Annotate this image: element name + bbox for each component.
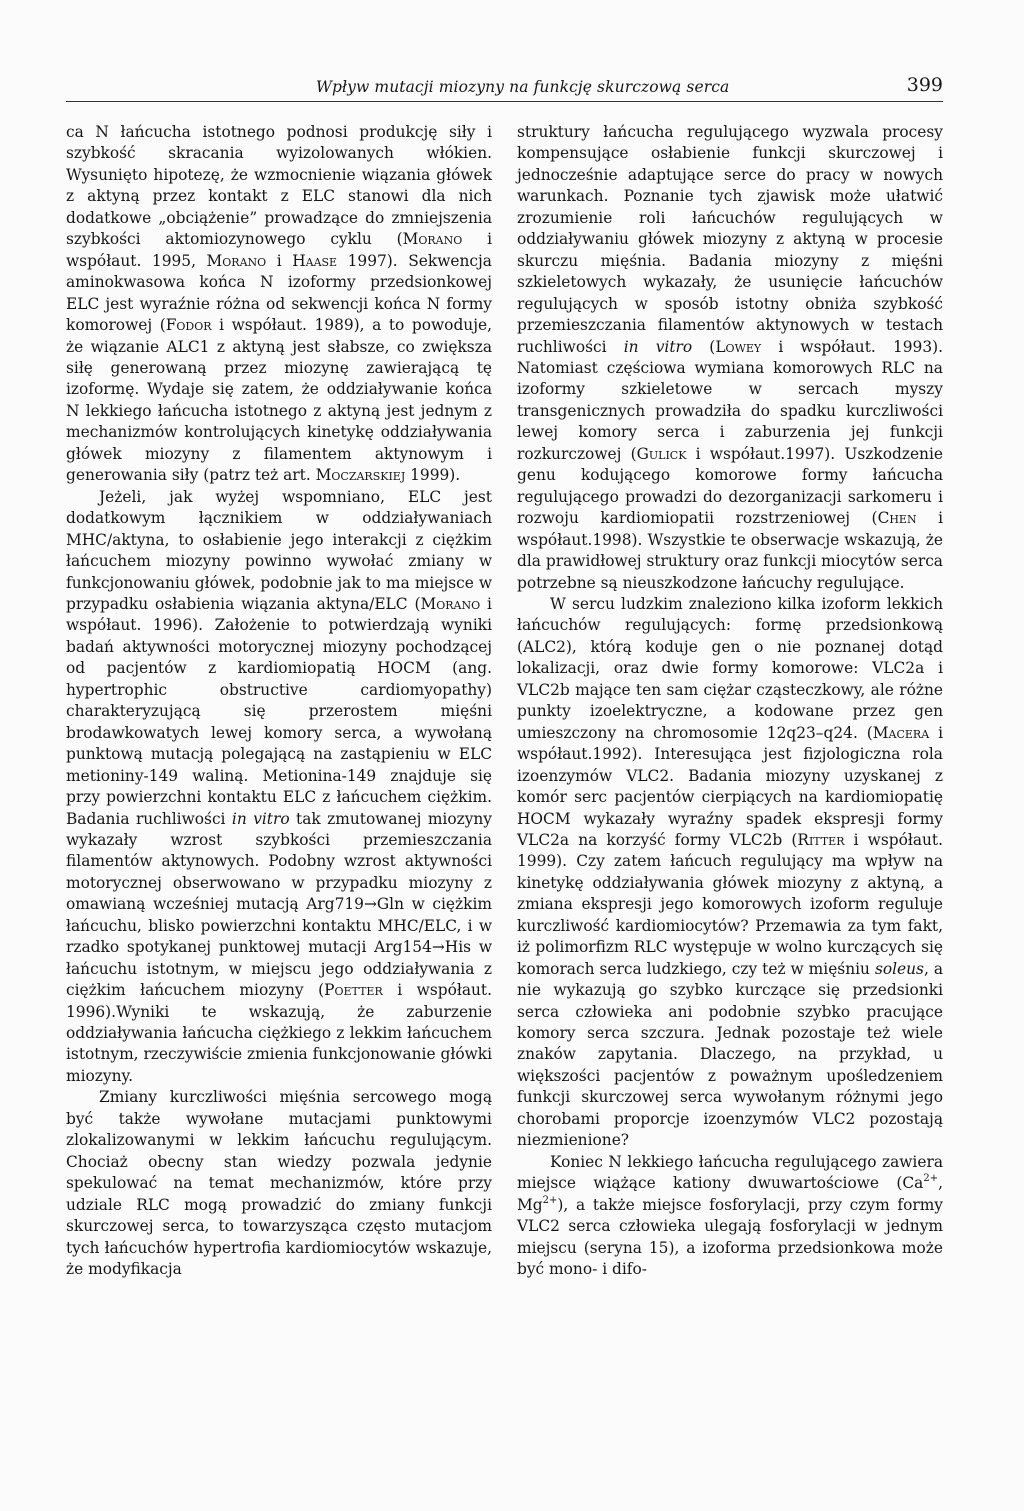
text-run: i współaut. 1993). Natomiast częściowa wymiana komorowych RLC na izoformy szkieletowe w sercach myszy transgenicznych prowadziła do spadku kurczliwości lewej komory serca i zaburzenia jej funkcji rozkurczowej ( (517, 337, 944, 463)
running-header (66, 74, 943, 96)
text-run: 1997). Sekwencja aminokwasowa końca N izoformy przedsionkowej ELC jest wyraźnie różna od sekwencji końca N formy komorowej ( (66, 251, 492, 335)
paragraph (66, 1087, 492, 1280)
paragraph (517, 122, 943, 594)
paragraph (517, 594, 943, 1152)
text-run: i współaut.1998). Wszystkie te obserwacje wskazują, że dla prawidłowej struktury oraz funkcji miocytów serca potrzebne są nieuszkodzone łańcuchy regulujące. (517, 509, 943, 592)
text-run: , a nie wykazują go szybko kurczące się przedsionki serca człowieka ani podobnie szybko pracujące komory serca szczura. Jednak pozostaje też wiele znaków zapytania. Dlaczego, na przykład, u większości pacjentów z poważnym upośledzeniem funkcji skurczowej serca wywołanym różnymi jego chorobami proporcje izoenzymów VLC2 pozostają niezmienione? (517, 959, 943, 1150)
citation-author: Gulick (636, 444, 687, 463)
text-run: i współaut. 1996). Założenie to potwierdzają wyniki badań aktywności motorycznej miozyny pochodzącej od pacjentów z kardiomiopatią HOCM (ang. hypertrophic obstructive cardiomyopathy) charakteryzującą się przerostem mięśni brodawkowatych lewej komory serca, a wywołaną punktową mutacją polegającą na zastąpieniu w ELC metioniny-149 waliną. Metionina-149 znajduje się przy powierzchni kontaktu ELC z łańcuchem ciężkim. Badania ruchliwości (66, 594, 492, 828)
italic-term: in vitro (623, 337, 693, 356)
text-run: i (266, 251, 293, 270)
citation-author: Chen (877, 509, 917, 528)
text-run: ( (692, 337, 716, 356)
text-run: W sercu ludzkim znaleziono kilka izoform lekkich łańcuchów regulujących: formę przedsionkową (ALC2), którą koduje gen o nie poznanej dotąd lokalizacji, oraz dwie formy komorowe: VLC2a i VLC2b mające ten sam ciężar cząsteczkowy, ale różne punkty izoelektryczne, a kodowane przez gen umieszczony na chromosomie 12q23–q24. ( (517, 594, 943, 742)
citation-author: Morano (420, 594, 481, 613)
text-run: ca N łańcucha istotnego podnosi produkcję siły i szybkość skracania wyizolowanych włókien. Wysunięto hipotezę, że wzmocnienie wiązania główek z aktyną przez kontakt z ELC stanowi dla nich dodatkowe „obciążenie” prowadzące do zmniejszenia szybkości aktomiozynowego cyklu ( (66, 123, 492, 249)
citation-author: Lowey (715, 337, 762, 356)
italic-term: soleus (874, 959, 924, 978)
text-run: , Mg (517, 1174, 943, 1214)
right-column (517, 122, 943, 1280)
text-run: i współaut.1997). Uszkodzenie genu kodującego komorowe formy łańcucha regulującego prowadzi do dezorganizacji sarkomeru i rozwoju kardiomiopatii rozstrzeniowej ( (517, 444, 943, 528)
citation-author: Macera (872, 723, 930, 742)
italic-term: in vitro (231, 809, 290, 828)
text-run: i współaut. 1996).Wyniki te wskazują, że zaburzenie oddziaływania łańcucha ciężkiego z lekkim łańcuchem istotnym, rzeczywiście zmienia funkcjonowanie główki miozyny. (66, 981, 493, 1085)
text-run: tak zmutowanej miozyny wykazały wzrost szybkości przemieszczania filamentów aktynowych. Podobny wzrost aktywności motorycznej obserwowano w przypadku miozyny z omawianą wcześniej mutacją Arg719→Gln w ciężkim łańcuchu, blisko powierzchni kontaktu MHC/ELC, i w rzadko spotykanej punktowej mutacji Arg154→His w łańcuchu istotnym, w miejscu jego oddziaływania z ciężkim łańcuchem miozyny ( (66, 809, 493, 1000)
paragraph (517, 1152, 943, 1281)
citation-author: Morano (402, 230, 463, 249)
citation-author: Moczarskiej (315, 466, 406, 485)
text-run: Koniec N lekkiego łańcucha regulującego zawiera miejsce wiążące kationy dwuwartościowe (Ca (517, 1152, 943, 1193)
text-run: Zmiany kurczliwości mięśnia sercowego mogą być także wywołane mutacjami punktowymi zlokalizowanymi w lekkim łańcuchu regulującym. Chociaż obecny stan wiedzy pozwala jedynie spekulować na temat mechanizmów, które przy udziale RLC mogą prowadzić do zmiany funkcji skurczowej serca, to towarzysząca często mutacjom tych łańcuchów hypertrofia kardiomiocytów wskazuje, że modyfikacja (66, 1088, 492, 1279)
paragraph (66, 487, 492, 1088)
paragraph (66, 122, 492, 487)
text-run: i współaut. 1999). Czy zatem łańcuch regulujący ma wpływ na kinetykę oddziaływania główek miozyny z aktyną, a zmiana ekspresji jego komorowych izoform reguluje kurczliwość kardiomiocytów? Przemawia za tym fakt, iż polimorfizm RLC występuje w wolno kurczących się komorach serca ludzkiego, czy też w mięśniu (517, 830, 943, 978)
page-number: 399 (906, 74, 943, 96)
citation-author: Morano (206, 251, 267, 270)
left-column (66, 122, 492, 1280)
text-run: 1999). (405, 466, 461, 485)
citation-author: Ritter (797, 830, 845, 849)
text-run: i współaut. 1995, (66, 230, 492, 270)
text-run: i współaut.1992). Interesująca jest fizjologiczna rola izoenzymów VLC2. Badania miozyny uzyskanej z komór serc pacjentów cierpiących na kardiomiopatię HOCM wykazały wyraźny spadek ekspresji formy VLC2a na korzyść formy VLC2b ( (517, 723, 943, 849)
text-run: Jeżeli, jak wyżej wspomniano, ELC jest dodatkowym łącznikiem w oddziaływaniach MHC/aktyna, to osłabienie jego interakcji z ciężkim łańcuchem miozyny powinno wywołać zmiany w funkcjonowaniu główek, podobnie jak to ma miejsce w przypadku osłabienia wiązania aktyna/ELC ( (66, 487, 492, 613)
citation-author: Poetter (324, 981, 383, 1000)
header-rule (66, 101, 943, 102)
citation-author: Fodor (165, 316, 212, 335)
running-title: Wpływ mutacji miozyny na funkcję skurczową serca (316, 78, 730, 96)
text-run: ), a także miejsce fosforylacji, przy czym formy VLC2 serca człowieka ulegają fosforylacji w jednym miejscu (seryna 15), a izoforma przedsionkowa może być mono- i difo- (517, 1195, 943, 1279)
text-run: struktury łańcucha regulującego wyzwala procesy kompensujące osłabienie funkcji skurczowej i jednocześnie adaptujące serce do pracy w nowych warunkach. Poznanie tych zjawisk może ułatwić zrozumienie roli łańcuchów regulujących w oddziaływaniu główek miozyny z aktyną w procesie skurczu mięśnia. Badania miozyny z mięśni szkieletowych wykazały, że usunięcie łańcuchów regulujących w sposób istotny obniża szybkość przemieszczania filamentów aktynowych w testach ruchliwości (517, 123, 943, 356)
citation-author: Haase (292, 251, 338, 270)
superscript: 2+ (923, 1173, 939, 1185)
superscript: 2+ (542, 1194, 558, 1206)
text-run: i współaut. 1989), a to powoduje, że wiązanie ALC1 z aktyną jest słabsze, co zwiększa siłę generowaną przez miozynę zawierającą tę izoformę. Wydaje się zatem, że oddziaływanie końca N lekkiego łańcucha istotnego z aktyną jest jednym z mechanizmów kontrolujących kinetykę oddziaływania główek miozyny z filamentem aktynowym i generowania siły (patrz też art. (66, 316, 492, 485)
